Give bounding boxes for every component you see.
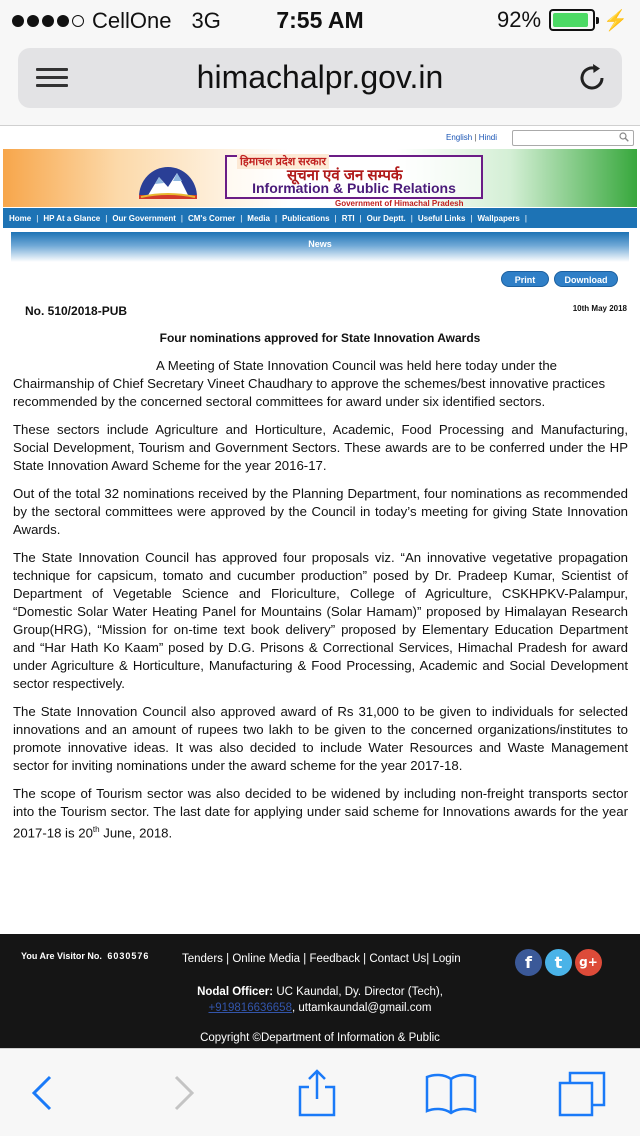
nodal-contact <box>0 1002 640 1014</box>
banner-subtitle: Government of Himachal Pradesh <box>335 199 464 208</box>
nav-publications[interactable]: Publications <box>282 213 330 223</box>
article-paragraph: Out of the total 32 nominations received by the Planning Department, four nominations as recommended by the sectoral committees were approved by the Council in today’s meeting for giving State Innovation Awards. <box>13 486 628 537</box>
email-text: , uttamkaundal@gmail.com <box>291 1002 432 1014</box>
lang-hindi-link[interactable]: Hindi <box>478 133 498 142</box>
status-right <box>497 7 628 33</box>
google-plus-icon[interactable]: g+ <box>575 949 602 976</box>
emblem-icon <box>135 161 201 201</box>
site-footer <box>0 934 640 1048</box>
url-text[interactable]: himachalpr.gov.in <box>196 59 444 95</box>
footer-link-login[interactable]: Login <box>432 953 461 965</box>
nodal-name: UC Kaundal, Dy. Director (Tech), <box>276 986 443 998</box>
nodal-officer <box>0 986 640 998</box>
visitor-counter <box>21 951 149 961</box>
nav-our-government[interactable]: Our Government <box>112 213 176 223</box>
copyright: Copyright ©Department of Information & Public <box>200 1032 440 1044</box>
share-icon[interactable] <box>290 1069 344 1117</box>
nav-useful-links[interactable]: Useful Links <box>417 213 466 223</box>
battery-percent: 92% <box>497 7 542 32</box>
article-headline: Four nominations approved for State Innovation Awards <box>159 331 481 345</box>
nav-rti[interactable]: RTI <box>341 213 355 223</box>
lang-english-link[interactable]: English <box>446 133 473 142</box>
download-button[interactable]: Download <box>554 271 618 287</box>
bookmarks-icon[interactable] <box>424 1069 478 1117</box>
forward-icon[interactable] <box>156 1069 210 1117</box>
print-button[interactable]: Print <box>501 271 549 287</box>
footer-link-contact-us[interactable]: Contact Us <box>369 953 427 965</box>
browser-address-area <box>0 40 640 126</box>
clock: 7:55 AM <box>276 7 364 33</box>
footer-links: Tenders | Online Media | Feedback | Contact Us| Login <box>182 953 461 965</box>
network-type: 3G <box>191 8 221 33</box>
last-paragraph-end: June, 2018. <box>99 825 173 841</box>
search-icon[interactable] <box>619 132 629 142</box>
nav-wallpapers[interactable]: Wallpapers <box>477 213 520 223</box>
nav-cms-corner[interactable]: CM's Corner <box>187 213 236 223</box>
battery-fill <box>553 13 588 27</box>
article-paragraph-last <box>13 785 628 842</box>
reload-icon[interactable] <box>576 62 608 94</box>
banner-hindi-big: सूचना एवं जन सम्पर्क <box>287 167 403 184</box>
nav-hp-at-a-glance[interactable]: HP At a Glance <box>43 213 101 223</box>
status-bar <box>0 0 640 40</box>
carrier-name: CellOne <box>92 8 172 33</box>
nav-our-deptt[interactable]: Our Deptt. <box>366 213 406 223</box>
date-ordinal: th <box>92 825 100 834</box>
nodal-label: Nodal Officer: <box>197 986 274 998</box>
article-paragraph: These sectors include Agriculture and Horticulture, Academic, Food Processing and Manufacturing, Social Development, Tourism and Government Sectors. These awards are to be conferred under the HP State Innovation Award Scheme for the year 2016-17. <box>13 422 628 473</box>
battery-icon <box>549 9 595 31</box>
nav-media[interactable]: Media <box>247 213 270 223</box>
site-banner[interactable] <box>3 149 637 207</box>
social-links <box>515 949 602 976</box>
press-release-date: 10th May 2018 <box>572 304 627 313</box>
last-paragraph-text: The scope of Tourism sector was also decided to be widened by including non-freight transports sector into the Tourism sector. The last date for applying under said scheme for Innovations awards for the year 2017-18 is 20 <box>13 786 628 841</box>
back-icon[interactable] <box>16 1069 70 1117</box>
tabs-icon[interactable] <box>556 1069 610 1117</box>
article-paragraph: A Meeting of State Innovation Council was held here today under the Chairmanship of Chief Secretary Vineet Chaudhary to approve the schemes/best innovative practices recommended by the concerned sectoral committees for award under six identified sectors. <box>13 358 606 409</box>
visitor-label: You Are Visitor No. <box>21 951 102 961</box>
banner-title-box <box>225 155 483 208</box>
browser-toolbar <box>0 1048 640 1136</box>
article-paragraph: The State Innovation Council also approved award of Rs 31,000 to be given to individuals for selected innovations and an amount of rupees two lakh to be given to the concerned organizations/institutes to promote innovative ideas. It was also decided to include Water Resources and Waste Management sector for inviting nominations under the award scheme for the year 2017-18. <box>13 704 628 773</box>
nav-home[interactable]: Home <box>9 213 32 223</box>
banner-hindi-small: हिमाचल प्रदेश सरकार <box>237 154 329 169</box>
visitor-count: 6030576 <box>107 951 150 961</box>
address-bar[interactable] <box>18 48 622 108</box>
section-title: News <box>11 232 629 262</box>
site-search-input[interactable] <box>512 130 634 146</box>
language-switcher: English | Hindi <box>446 133 498 142</box>
banner-title: Information & Public Relations <box>252 180 456 196</box>
facebook-icon[interactable]: f <box>515 949 542 976</box>
article-paragraph: The State Innovation Council has approved four proposals viz. “An innovative vegetative propagation technique for capsicum, tomato and cucumber production” posed by Dr. Pradeep Kumar, Scientist of Department of Vegetable Science and Floriculture, College of Agriculture, CSKHPKV-Palampur, “Domestic Solar Water Heating Panel for Mountains (Solar Hamam)” proposed by Himalayan Research Group(HRG), “Mission for on-time text book delivery” proposed by Elementary Education Department and “Har Hath Ko Kaam” posed by D.G. Prisons & Correctional Services, Himachal Pradesh for award under Agriculture & Horticulture, Manufacturing & Food Processing, Academic and Social Development sector respectively. <box>13 550 628 691</box>
footer-link-tenders[interactable]: Tenders <box>182 953 223 965</box>
phone-link[interactable]: +919816636658 <box>208 1002 292 1014</box>
press-release-number: No. 510/2018-PUB <box>25 304 128 318</box>
charging-icon: ⚡ <box>603 9 628 32</box>
twitter-icon[interactable]: t <box>545 949 572 976</box>
footer-link-online-media[interactable]: Online Media <box>232 953 301 965</box>
main-nav: Home | HP At a Glance | Our Government | CM's Corner | Media | Publications | RTI | Our Deptt. | Useful Links | Wallpapers | <box>3 208 637 228</box>
article-body <box>13 357 628 852</box>
footer-link-feedback[interactable]: Feedback <box>309 953 360 965</box>
